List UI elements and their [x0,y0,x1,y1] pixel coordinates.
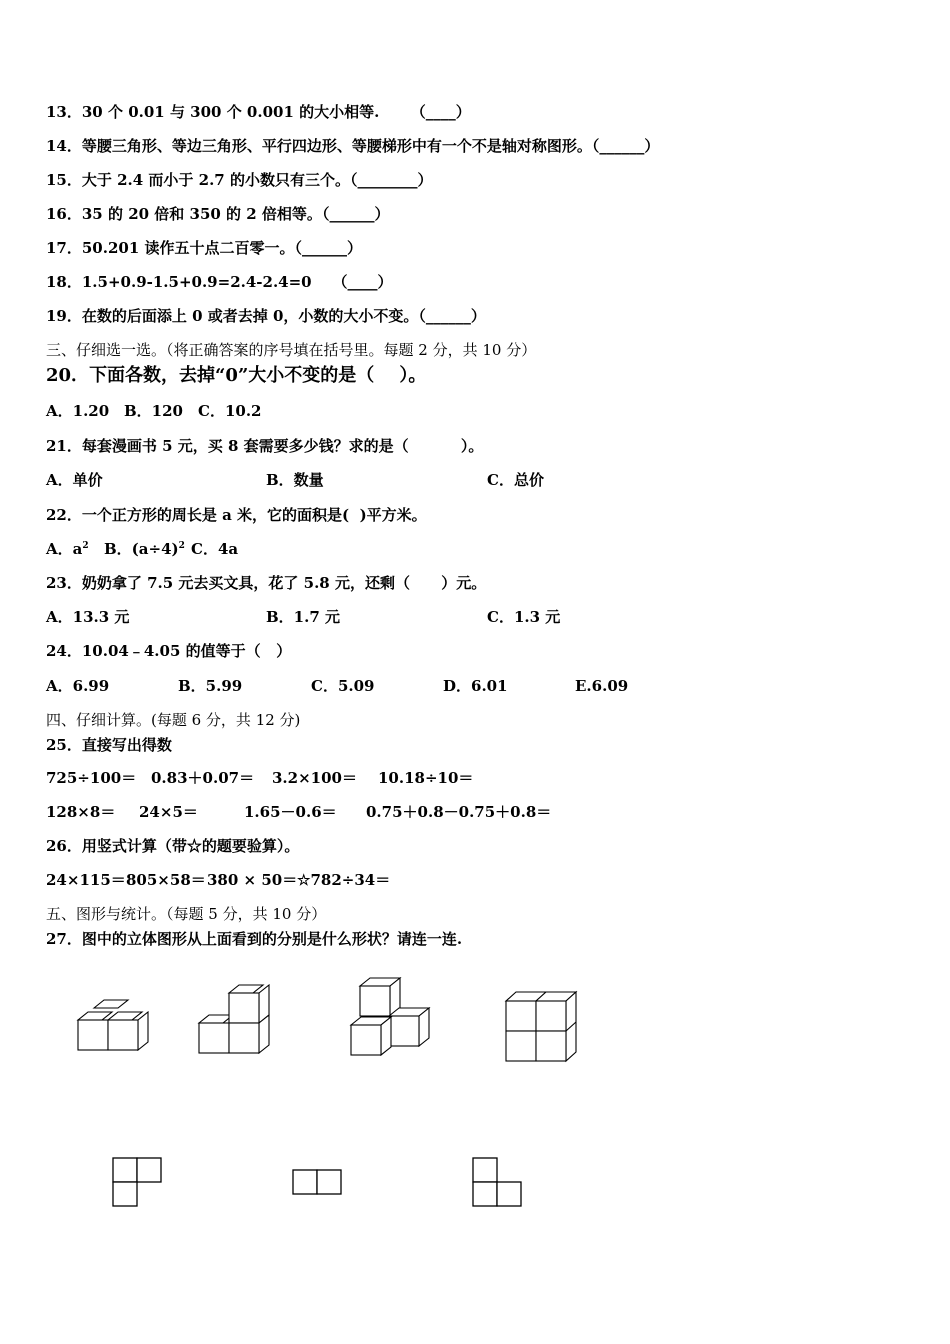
question-18: 18．1.5+0.9-1.5+0.9=2.4-2.4=0 （____） [46,273,393,291]
section-5-heading: 五、图形与统计。（每题 5 分，共 10 分） [46,905,327,923]
q24-option-c[interactable]: C．5.09 [311,677,375,695]
calc-item: 24×115＝ [46,871,126,889]
q24-option-b[interactable]: B．5.99 [178,677,243,695]
calc-item: 725÷100＝ [46,769,137,787]
question-16: 16．35 的 20 倍和 350 的 2 倍相等。（______） [46,205,390,223]
q24-option-a[interactable]: A．6.99 [46,677,110,695]
q22-option-a[interactable]: A．$a^2$ [46,540,89,558]
q21-option-c[interactable]: C．总价 [487,471,544,489]
solid-figure-4 [498,983,583,1068]
solid-figure-1 [70,990,155,1055]
q23-option-a[interactable]: A．13.3 元 [46,608,130,626]
calc-item: 1.65－0.6＝ [244,803,337,821]
answer-blank[interactable]: （______） [591,137,660,155]
question-19: 19．在数的后面添上 0 或者去掉 0，小数的大小不变。（______） [46,307,486,325]
answer-blank[interactable]: （______） [294,239,363,257]
answer-blank[interactable]: （________） [349,171,433,189]
q20-option-b[interactable]: B．120 [124,402,183,420]
q21-option-a[interactable]: A．单价 [46,471,103,489]
top-view-shape-3[interactable] [470,1156,525,1208]
question-27: 27．图中的立体图形从上面看到的分别是什么形状？请连一连. [46,930,463,948]
calc-item: 128×8＝ [46,803,116,821]
calc-item: ☆782÷34＝ [297,871,391,889]
calc-item: 3.2×100＝ [272,769,357,787]
answer-blank[interactable]: （____） [410,103,471,121]
solid-figure-2 [192,975,277,1060]
question-15: 15．大于 2.4 而小于 2.7 的小数只有三个。（________） [46,171,433,189]
question-22: 22．一个正方形的周长是 a 米，它的面积是( )平方米。 [46,506,427,524]
section-3-heading: 三、仔细选一选。（将正确答案的序号填在括号里。每题 2 分，共 10 分） [46,341,537,359]
question-13: 13．30 个 0.01 与 300 个 0.001 的大小相等. （____） [46,103,471,121]
q23-option-c[interactable]: C．1.3 元 [487,608,561,626]
question-24: 24．10.04﹣4.05 的值等于（ ） [46,642,292,660]
top-view-shape-2[interactable] [290,1167,345,1197]
answer-blank[interactable]: （____） [332,273,393,291]
q24-option-e[interactable]: E.6.09 [575,677,629,695]
calc-item: 0.83＋0.07＝ [151,769,255,787]
calc-item: 10.18÷10＝ [378,769,474,787]
q22-option-b[interactable]: B．$(a\div 4)^2$ [104,540,185,558]
top-view-shape-1[interactable] [110,1156,165,1208]
question-23: 23．奶奶拿了 7.5 元去买文具，花了 5.8 元，还剩（ ）元。 [46,574,487,592]
solid-figure-3 [343,968,438,1063]
question-14: 14．等腰三角形、等边三角形、平行四边形、等腰梯形中有一个不是轴对称图形。（______） [46,137,660,155]
question-21: 21．每套漫画书 5 元，买 8 套需要多少钱？求的是（ ）。 [46,437,484,455]
calc-item: 805×58＝ [126,871,206,889]
answer-blank[interactable]: （______） [321,205,390,223]
q23-option-b[interactable]: B．1.7 元 [266,608,340,626]
q21-option-b[interactable]: B．数量 [266,471,324,489]
calc-item: 380 × 50＝ [207,871,298,889]
q20-option-c[interactable]: C．10.2 [198,402,262,420]
question-20: 20．下面各数，去掉“0”大小不变的是（ ）。 [46,365,427,386]
question-26: 26．用竖式计算（带☆的题要验算）。 [46,837,300,855]
question-17: 17．50.201 读作五十点二百零一。（______） [46,239,363,257]
calc-item: 0.75＋0.8－0.75＋0.8＝ [366,803,552,821]
q24-option-d[interactable]: D．6.01 [443,677,508,695]
question-25: 25．直接写出得数 [46,736,172,754]
section-4-heading: 四、仔细计算。(每题 6 分，共 12 分) [46,711,301,729]
q22-option-c[interactable]: C．4a [191,540,239,558]
q20-option-a[interactable]: A．1.20 [46,402,110,420]
answer-blank[interactable]: （______） [418,307,486,325]
calc-item: 24×5＝ [139,803,198,821]
